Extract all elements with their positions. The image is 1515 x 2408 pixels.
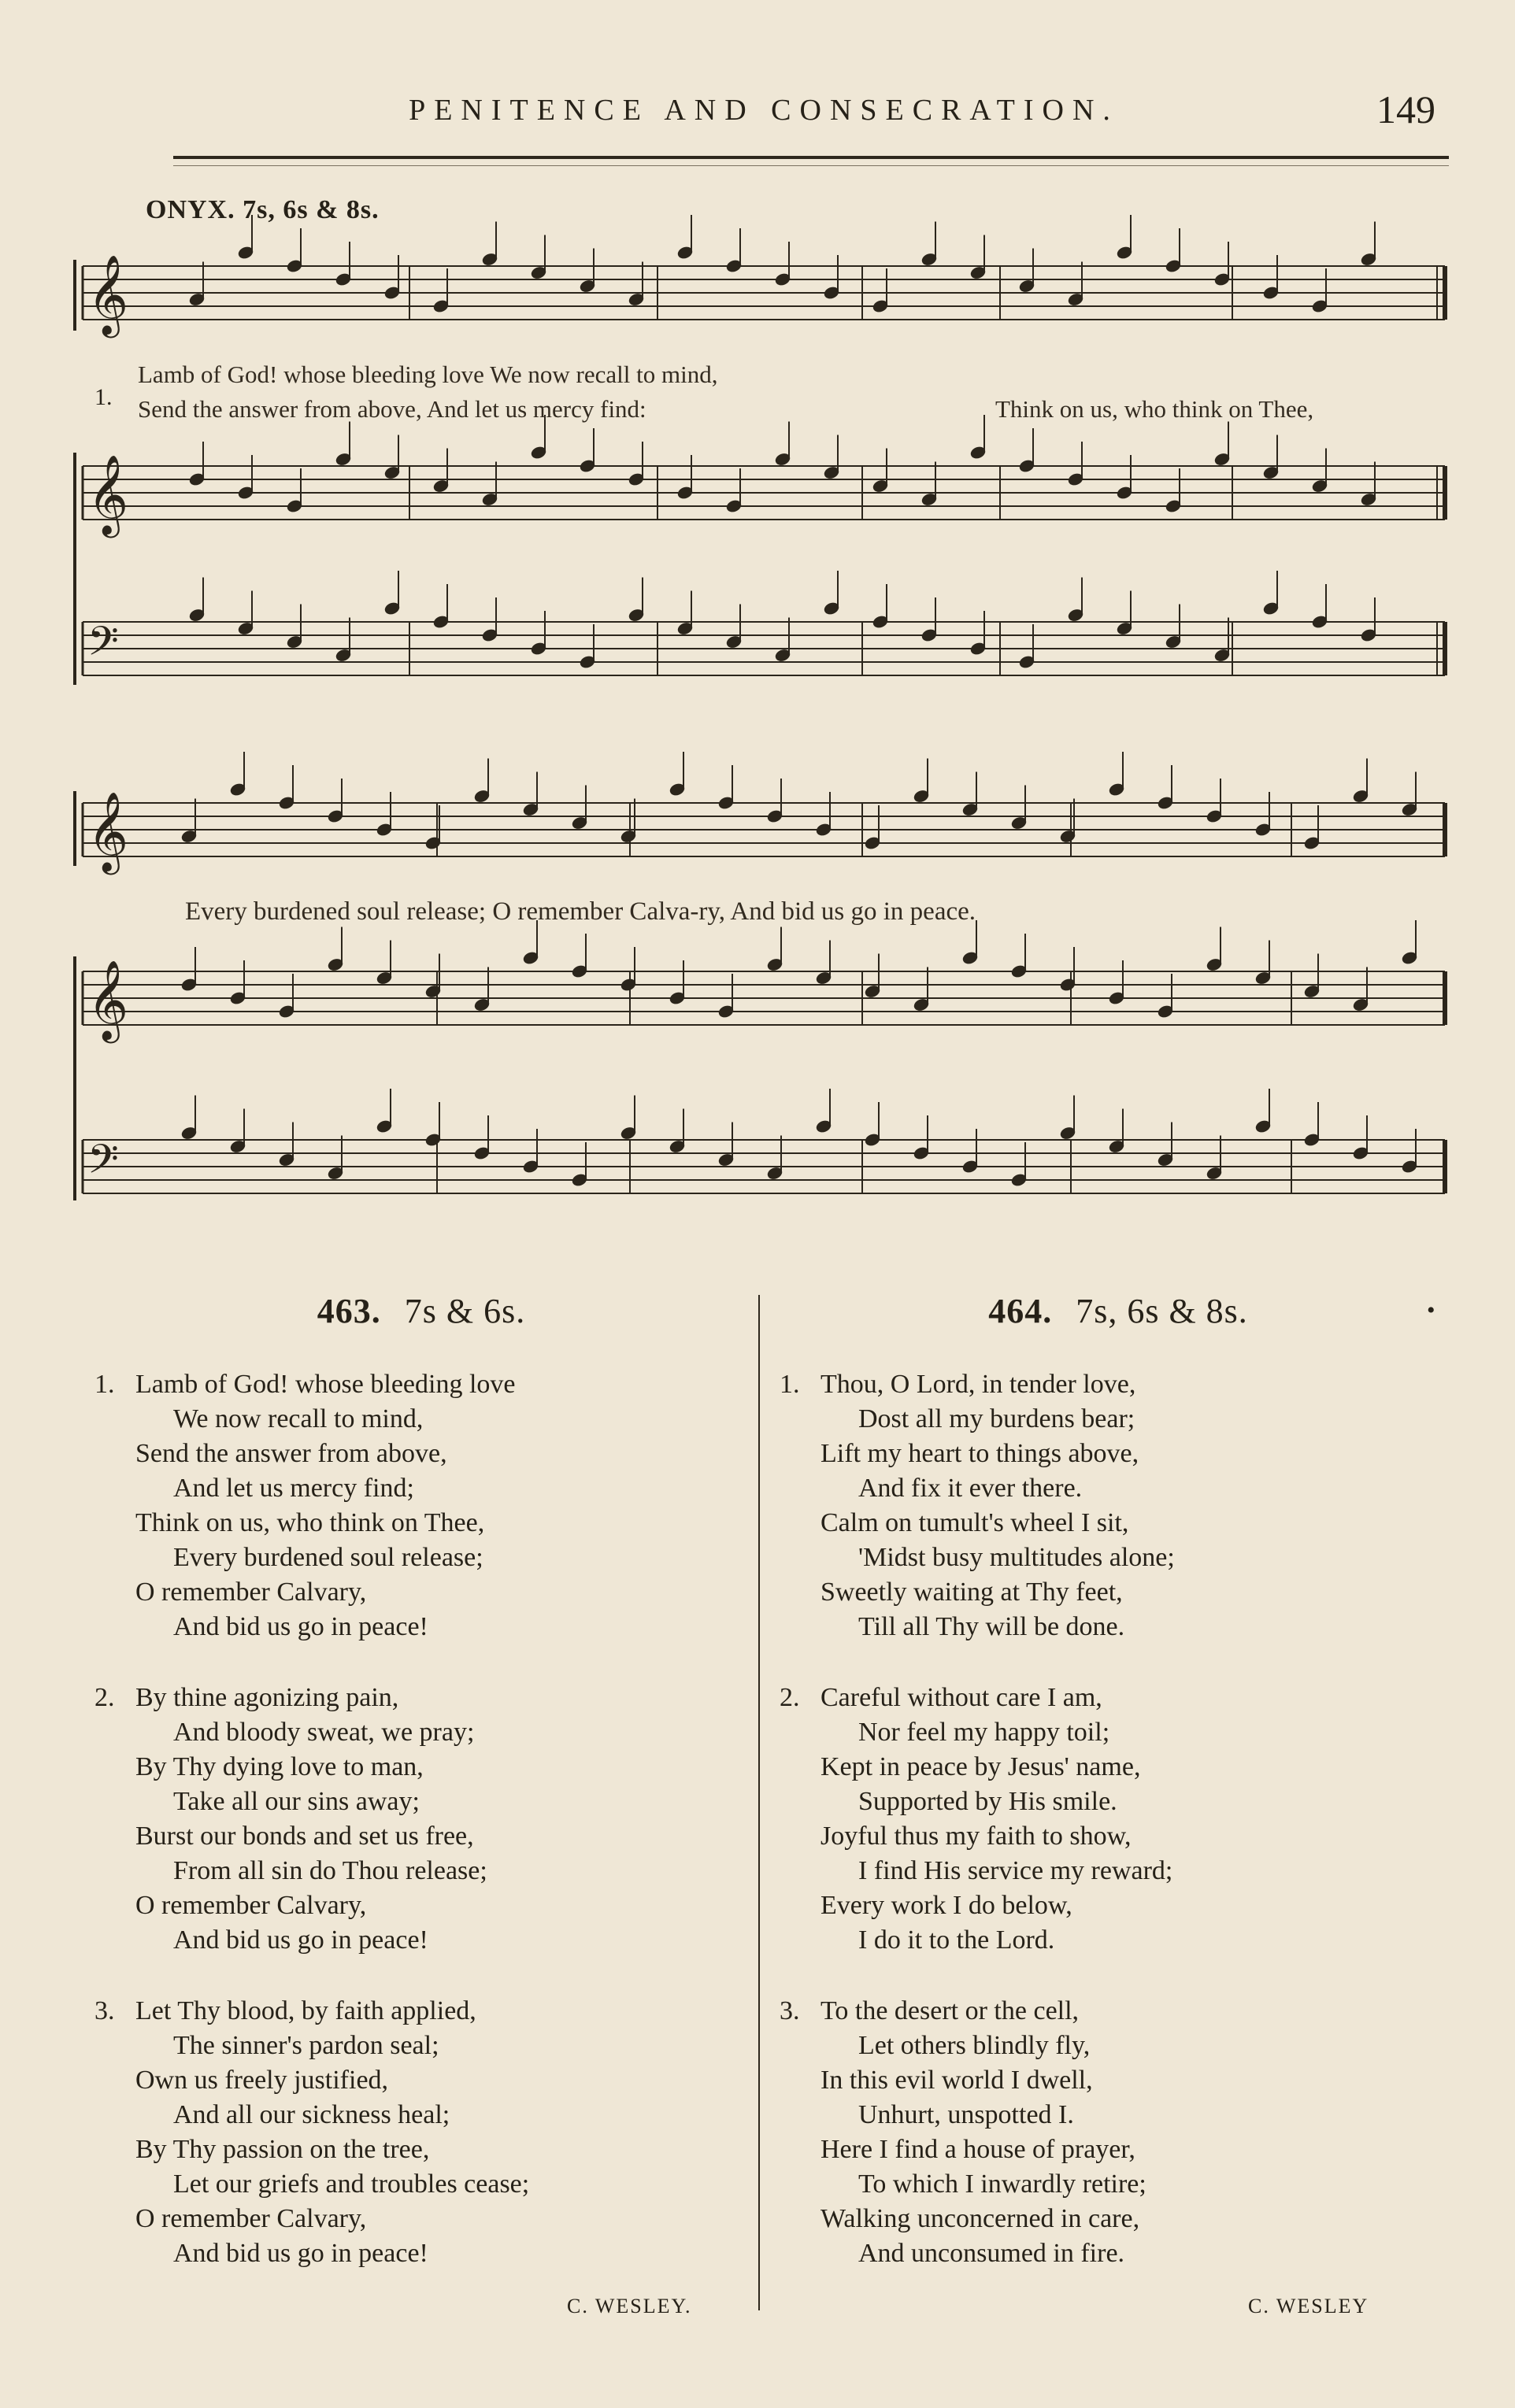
hymn-line: Till all Thy will be done. (858, 1612, 1125, 1641)
hymn-line (780, 1681, 1457, 1715)
hymn-line: And let us mercy find; (173, 1474, 414, 1503)
stanza-number: 3. (94, 1996, 115, 2025)
page-number: 149 (1376, 87, 1435, 131)
hymn-464-stanzas (780, 1367, 1457, 2271)
hymn-line: And unconsumed in fire. (858, 2239, 1125, 2268)
hymn-464-author: C. WESLEY (1248, 2295, 1369, 2317)
hymn-line: We now recall to mind, (173, 1404, 424, 1433)
lyric-line-2: Every burdened soul release; O remember Calva-ry, And bid us go in peace. (185, 897, 976, 926)
line-text: Careful without care I am, (820, 1683, 1102, 1712)
hymn-line: O remember Calvary, (135, 1578, 367, 1607)
hymn-line: Nor feel my happy toil; (858, 1718, 1110, 1747)
hymn-463-stanzas (94, 1367, 748, 2271)
hymn-line: And bid us go in peace! (173, 2239, 428, 2268)
hymn-line: And bloody sweat, we pray; (173, 1718, 475, 1747)
hymn-464-heading (780, 1291, 1457, 1331)
hymn-463-number: 463. (317, 1292, 381, 1330)
hymn-line: In this evil world I dwell, (820, 2066, 1093, 2095)
line-text: To the desert or the cell, (820, 1996, 1080, 2025)
hymn-line: 'Midst busy multitudes alone; (858, 1543, 1175, 1572)
hymn-line: Joyful thus my faith to show, (820, 1822, 1132, 1851)
hymn-line: Here I find a house of prayer, (820, 2135, 1135, 2164)
hymn-464 (780, 1291, 1457, 2307)
lyric-line-1b: Send the answer from above, And let us mercy find: (138, 395, 646, 423)
stanza-number: 1. (94, 1370, 115, 1399)
hymn-line (780, 1994, 1457, 2029)
treble-clef: 𝄞 (87, 453, 129, 534)
lyric-line-1c: Think on us, who think on Thee, (995, 395, 1314, 423)
hymn-464-stanza (780, 1367, 1457, 1644)
hymn-464-stanza (780, 1994, 1457, 2271)
bass-clef: 𝄢 (87, 1135, 119, 1193)
stanza-number: 2. (780, 1683, 800, 1712)
line-text: Lamb of God! whose bleeding love (135, 1370, 516, 1399)
verse-number: 1. (94, 384, 113, 410)
hymn-line: Sweetly waiting at Thy feet, (820, 1578, 1123, 1607)
hymn-line (94, 1367, 748, 1402)
hymn-line (780, 1367, 1457, 1402)
hymn-line (94, 1994, 748, 2029)
hymn-line: O remember Calvary, (135, 1891, 367, 1920)
column-divider (758, 1295, 760, 2310)
hymn-line: Every work I do below, (820, 1891, 1072, 1920)
treble-clef: 𝄞 (87, 253, 129, 335)
hymn-line: Unhurt, unspotted I. (858, 2100, 1074, 2129)
hymn-line: From all sin do Thou release; (173, 1856, 487, 1885)
lyric-line-1a: Lamb of God! whose bleeding love We now recall to mind, (138, 361, 718, 388)
hymn-line: I do it to the Lord. (858, 1925, 1055, 1955)
hymn-line: O remember Calvary, (135, 2204, 367, 2233)
hymn-line: Dost all my burdens bear; (858, 1404, 1135, 1433)
hymn-line: And fix it ever there. (858, 1474, 1083, 1503)
hymn-line: I find His service my reward; (858, 1856, 1173, 1885)
tune-title: ONYX. 7s, 6s & 8s. (146, 195, 380, 224)
margin-bullet: • (1427, 1297, 1435, 1323)
hymn-line: And bid us go in peace! (173, 1925, 428, 1955)
running-title: PENITENCE AND CONSECRATION. (409, 94, 1119, 127)
line-text: By thine agonizing pain, (135, 1683, 399, 1712)
hymn-463-author: C. WESLEY. (567, 2295, 692, 2317)
hymn-463-stanza (94, 1994, 748, 2271)
hymn-463-heading (94, 1291, 748, 1331)
hymn-464-stanza (780, 1681, 1457, 1958)
line-text: Thou, O Lord, in tender love, (820, 1370, 1136, 1399)
hymn-line: Supported by His smile. (858, 1787, 1117, 1816)
hymn-line: Take all our sins away; (173, 1787, 420, 1816)
hymn-line: Lift my heart to things above, (820, 1439, 1139, 1468)
hymn-line: Kept in peace by Jesus' name, (820, 1752, 1141, 1781)
hymn-463-meter: 7s & 6s. (404, 1292, 526, 1330)
treble-clef: 𝄞 (87, 790, 129, 871)
hymn-463-stanza (94, 1367, 748, 1644)
hymn-line: Every burdened soul release; (173, 1543, 483, 1572)
bass-clef: 𝄢 (87, 617, 119, 675)
stanza-number: 3. (780, 1996, 800, 2025)
hymn-line: Send the answer from above, (135, 1439, 447, 1468)
hymn-line: To which I inwardly retire; (858, 2169, 1146, 2199)
treble-clef: 𝄞 (87, 959, 129, 1040)
hymn-line: Burst our bonds and set us free, (135, 1822, 474, 1851)
hymn-line: By Thy passion on the tree, (135, 2135, 430, 2164)
hymn-463 (94, 1291, 748, 2307)
stanza-number: 2. (94, 1683, 115, 1712)
hymn-line: Own us freely justified, (135, 2066, 389, 2095)
hymn-464-meter: 7s, 6s & 8s. (1076, 1292, 1248, 1330)
line-text: Let Thy blood, by faith applied, (135, 1996, 476, 2025)
stanza-number: 1. (780, 1370, 800, 1399)
hymn-line: And all our sickness heal; (173, 2100, 450, 2129)
hymn-line: Think on us, who think on Thee, (135, 1508, 485, 1537)
hymn-line (94, 1681, 748, 1715)
hymn-line: Let others blindly fly, (858, 2031, 1091, 2060)
hymn-line: Walking unconcerned in care, (820, 2204, 1140, 2233)
hymn-line: By Thy dying love to man, (135, 1752, 424, 1781)
hymn-line: The sinner's pardon seal; (173, 2031, 439, 2060)
hymn-line: And bid us go in peace! (173, 1612, 428, 1641)
hymn-463-stanza (94, 1681, 748, 1958)
hymn-line: Let our griefs and troubles cease; (173, 2169, 530, 2199)
hymn-line: Calm on tumult's wheel I sit, (820, 1508, 1129, 1537)
hymn-464-number: 464. (988, 1292, 1053, 1330)
